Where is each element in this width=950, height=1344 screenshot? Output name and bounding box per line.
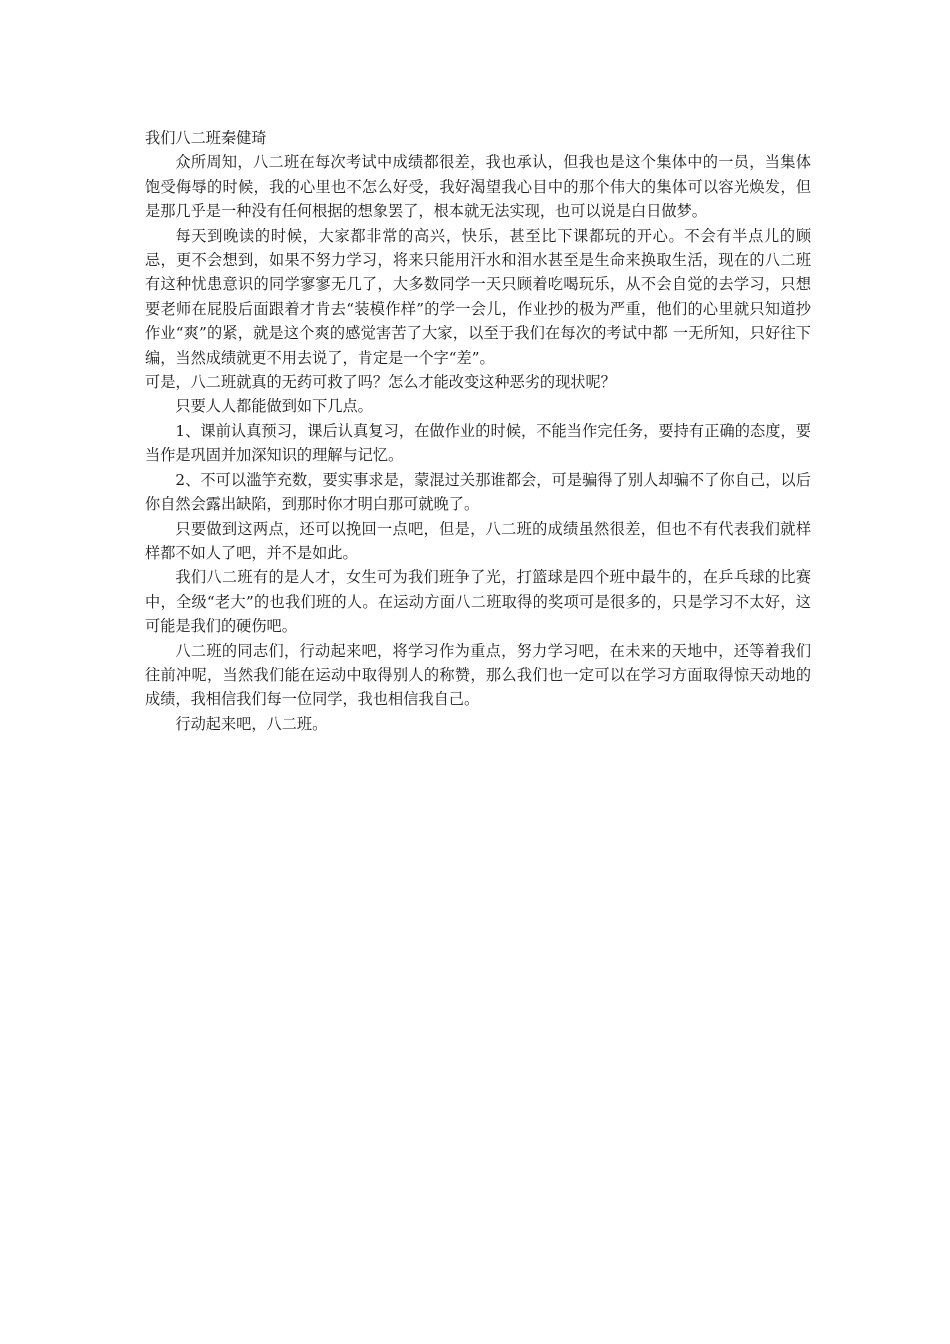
paragraph: 只要人人都能做到如下几点。 bbox=[175, 397, 373, 416]
paragraph: 可是，八二班就真的无药可救了吗？怎么才能改变这种恶劣的现状呢？ bbox=[145, 373, 616, 392]
list-item: 1、课前认真预习，课后认真复习，在做作业的时候，不能当作完任务，要持有正确的态度，要当作是巩固并加深知识的理解与记忆。 bbox=[145, 421, 811, 465]
document-title: 我们八二班秦健琦 bbox=[145, 129, 267, 147]
paragraph: 每天到晚读的时候，大家都非常的高兴，快乐，甚至比下课都玩的开心。不会有半点儿的顾忌，更不会想到，如果不努力学习，将来只能用汗水和泪水甚至是生命来换取生活，现在的八二班有这种忧患意识的同学寥寥无几了，大多数同学一天只顾着吃喝玩乐，从不会自觉的去学习，只想要老师在屁股后面跟着才肯去“装模作样”的学一会儿，作业抄的极为严重，他们的心里就只知道抄作业“爽”的紧，就是这个爽的感觉害苦了大家，以至于我们在每次的考试中都 一无所知，只好往下编，当然成绩就更不用去说了，肯定是一个字“差”。 bbox=[145, 226, 811, 367]
paragraph: 只要做到这两点，还可以挽回一点吧，但是，八二班的成绩虽然很差，但也不有代表我们就样样都不如人了吧，并不是如此。 bbox=[145, 519, 811, 562]
paragraph: 我们八二班有的是人才，女生可为我们班争了光，打篮球是四个班中最牛的，在乒乓球的比赛中，全级“老大”的也我们班的人。在运动方面八二班取得的奖项可是很多的，只是学习不太好，这可能是我们的硬伤吧。 bbox=[145, 568, 811, 636]
paragraph: 行动起来吧，八二班。 bbox=[175, 714, 328, 733]
paragraph: 八二班的同志们，行动起来吧，将学习作为重点，努力学习吧，在未来的天地中，还等着我们往前冲呢，当然我们能在运动中取得别人的称赞，那么我们也一定可以在学习方面取得惊天动地的成绩，我相信我们每一位同学，我也相信我自己。 bbox=[145, 641, 811, 709]
paragraph: 众所周知，八二班在每次考试中成绩都很差，我也承认，但我也是这个集体中的一员，当集体饱受侮辱的时候，我的心里也不怎么好受，我好渴望我心目中的那个伟大的集体可以容光焕发，但是那几乎是一种没有任何根据的想象罢了，根本就无法实现，也可以说是白日做梦。 bbox=[145, 153, 811, 221]
document-page bbox=[145, 126, 811, 736]
list-item: 2、不可以滥竽充数，要实事求是，蒙混过关那谁都会，可是骗得了别人却骗不了你自己，以后你自然会露出缺陷，到那时你才明白那可就晚了。 bbox=[145, 470, 811, 514]
